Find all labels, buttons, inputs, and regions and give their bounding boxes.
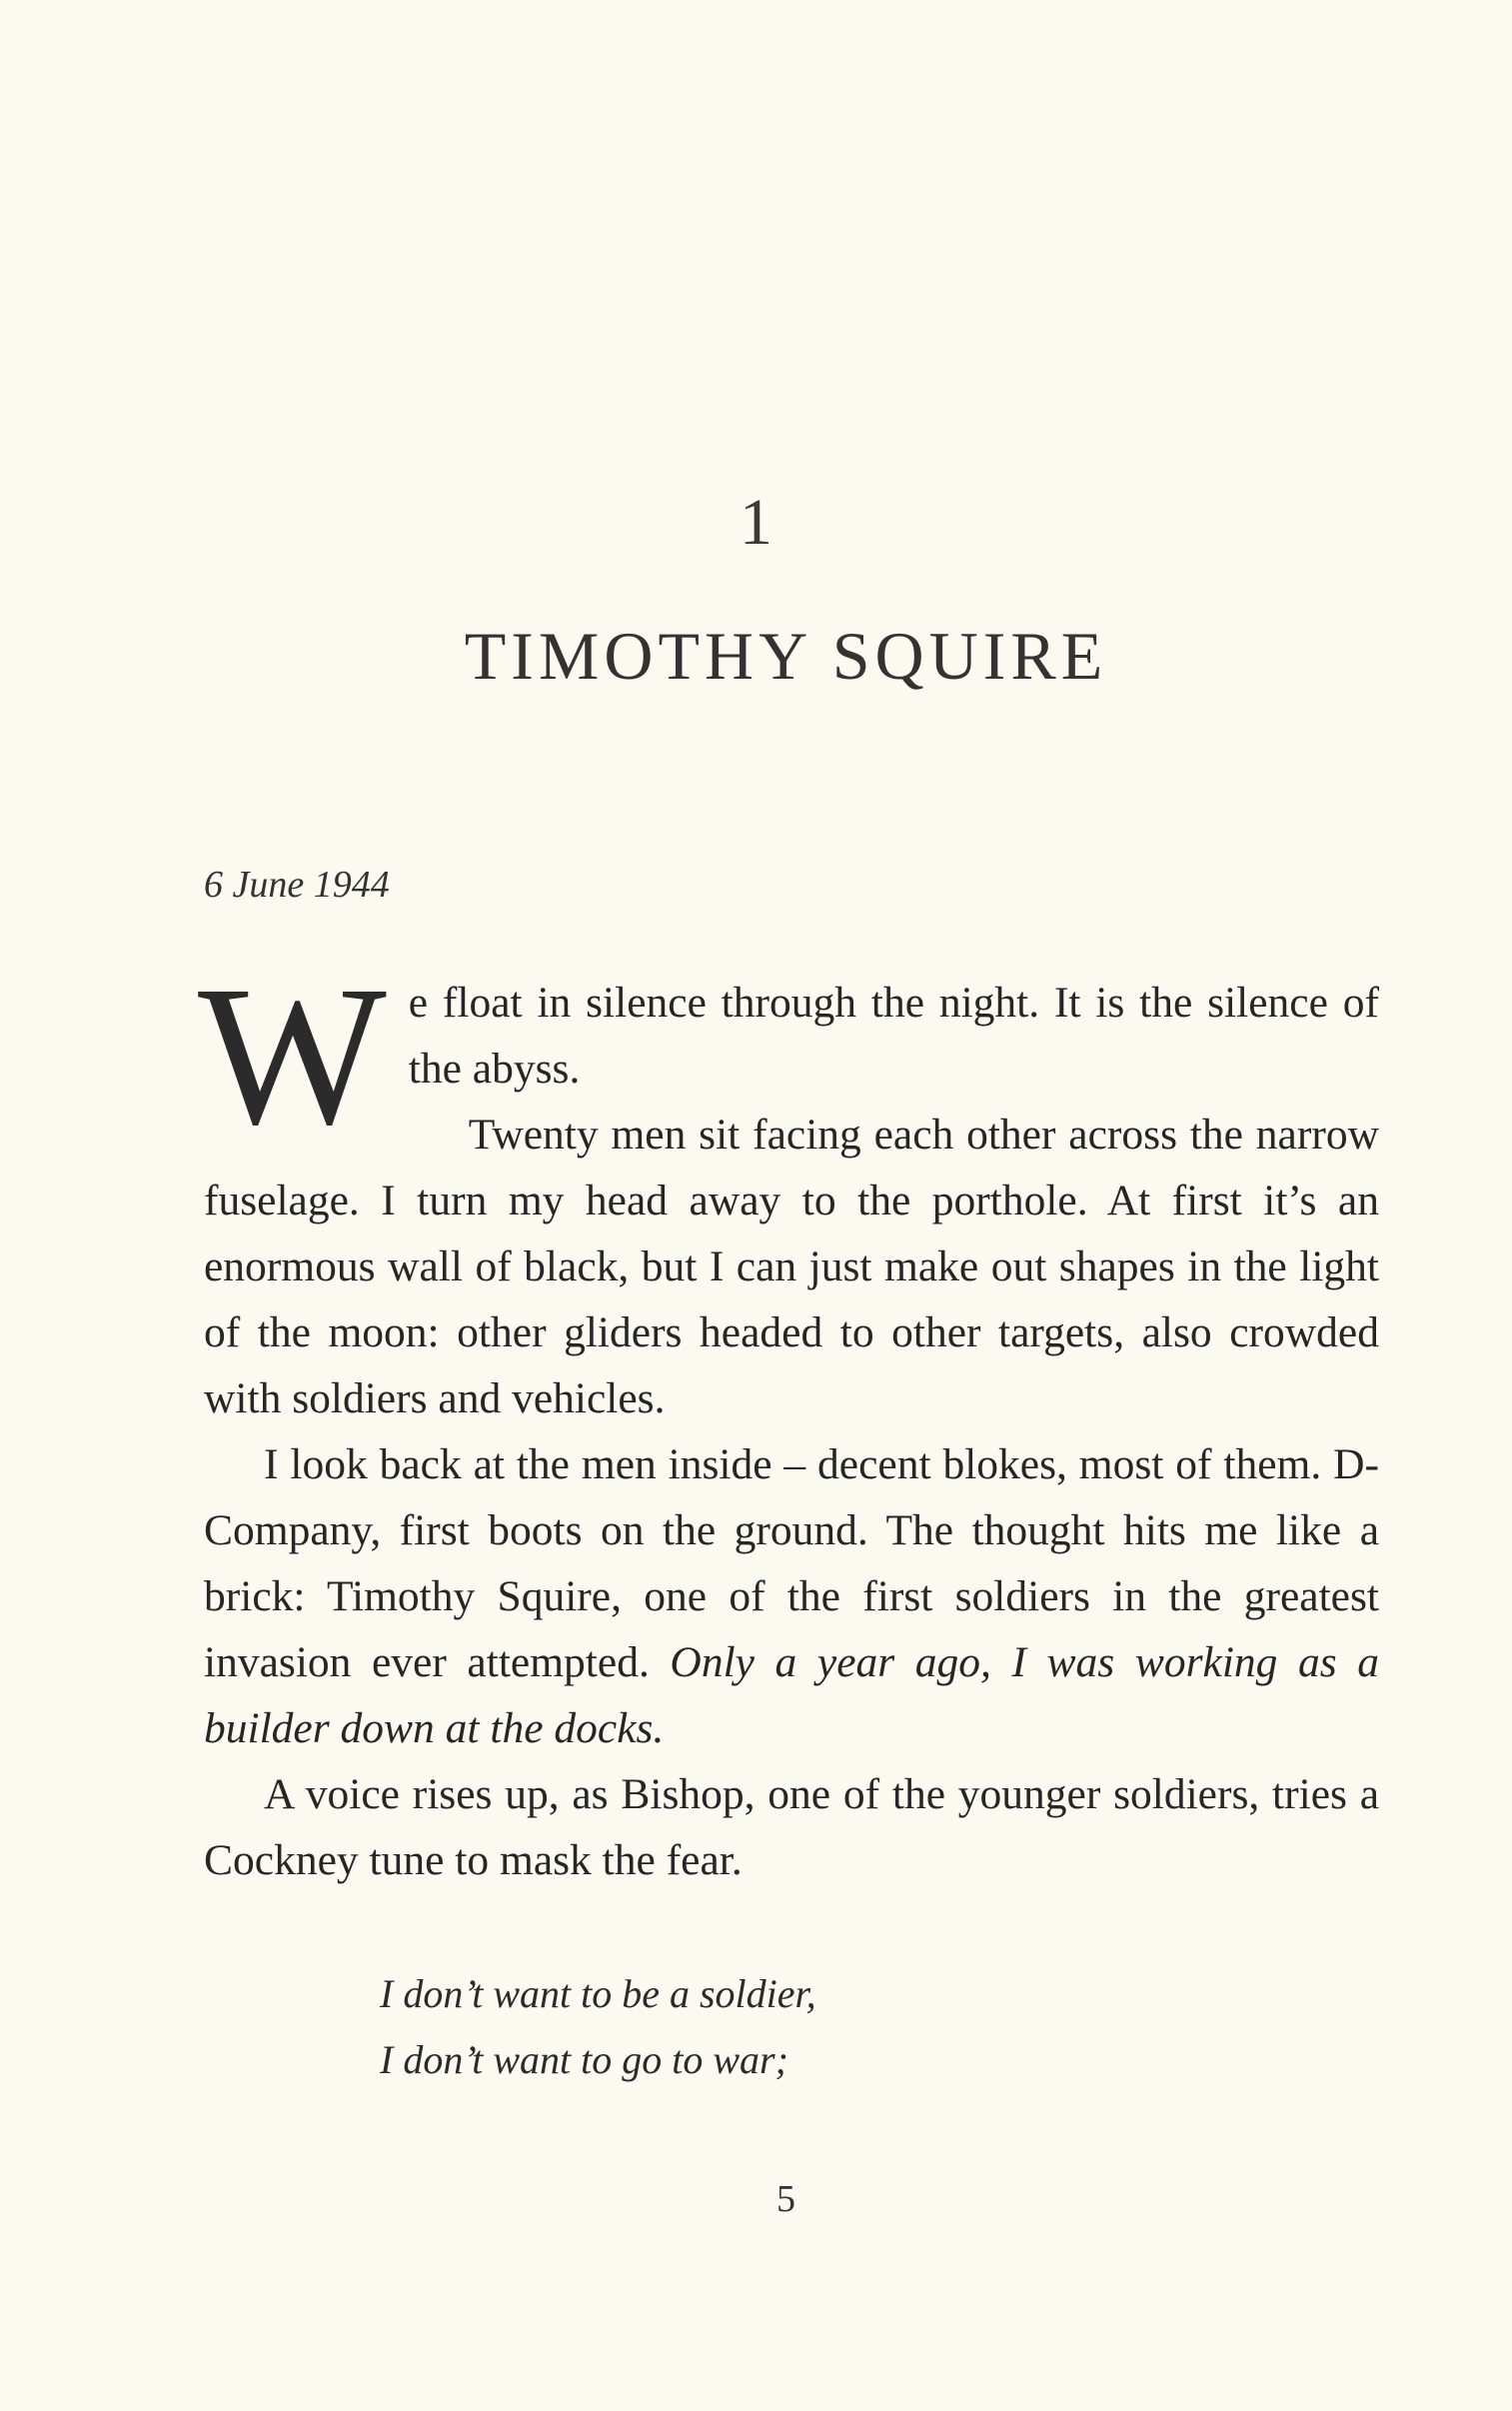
verse-line-2: I don’t want to go to war; — [380, 2037, 788, 2082]
paragraph-3-text: I look back at the men inside – decent blokes, most of them. D-Company, first boots on the ground. The thought hits me like a brick: Timothy Squire, one of the first soldiers in the greatest invasion ever attempted. — [204, 1440, 1379, 1686]
paragraph-4: A voice rises up, as Bishop, one of the younger soldiers, tries a Cockney tune to mask the fear. — [204, 1770, 1379, 1884]
page-number: 5 — [776, 2178, 795, 2220]
paragraph-1 — [198, 946, 1379, 1167]
drop-cap: W — [198, 946, 387, 1167]
chapter-title: TIMOTHY SQUIRE — [464, 618, 1108, 694]
verse-line-1: I don’t want to be a soldier, — [380, 1971, 816, 2016]
paragraph-3 — [204, 1431, 1379, 1761]
paragraph-1-text: e float in silence through the night. It is the silence of the abyss. — [408, 979, 1379, 1093]
verse — [380, 1961, 816, 2093]
paragraph-3-italic: Only a year ago, I was working as a builder down at the docks. — [204, 1638, 1379, 1752]
paragraph-2: Twenty men sit facing each other across the narrow fuselage. I turn my head away to the porthole. At first it’s an enormous wall of black, but I can just make out shapes in the light of the moon: other gliders headed to other targets, also crowded with soldiers and vehicles. — [204, 1111, 1379, 1422]
body-text — [198, 946, 1379, 1893]
chapter-number: 1 — [740, 486, 772, 559]
date-line: 6 June 1944 — [204, 864, 390, 906]
